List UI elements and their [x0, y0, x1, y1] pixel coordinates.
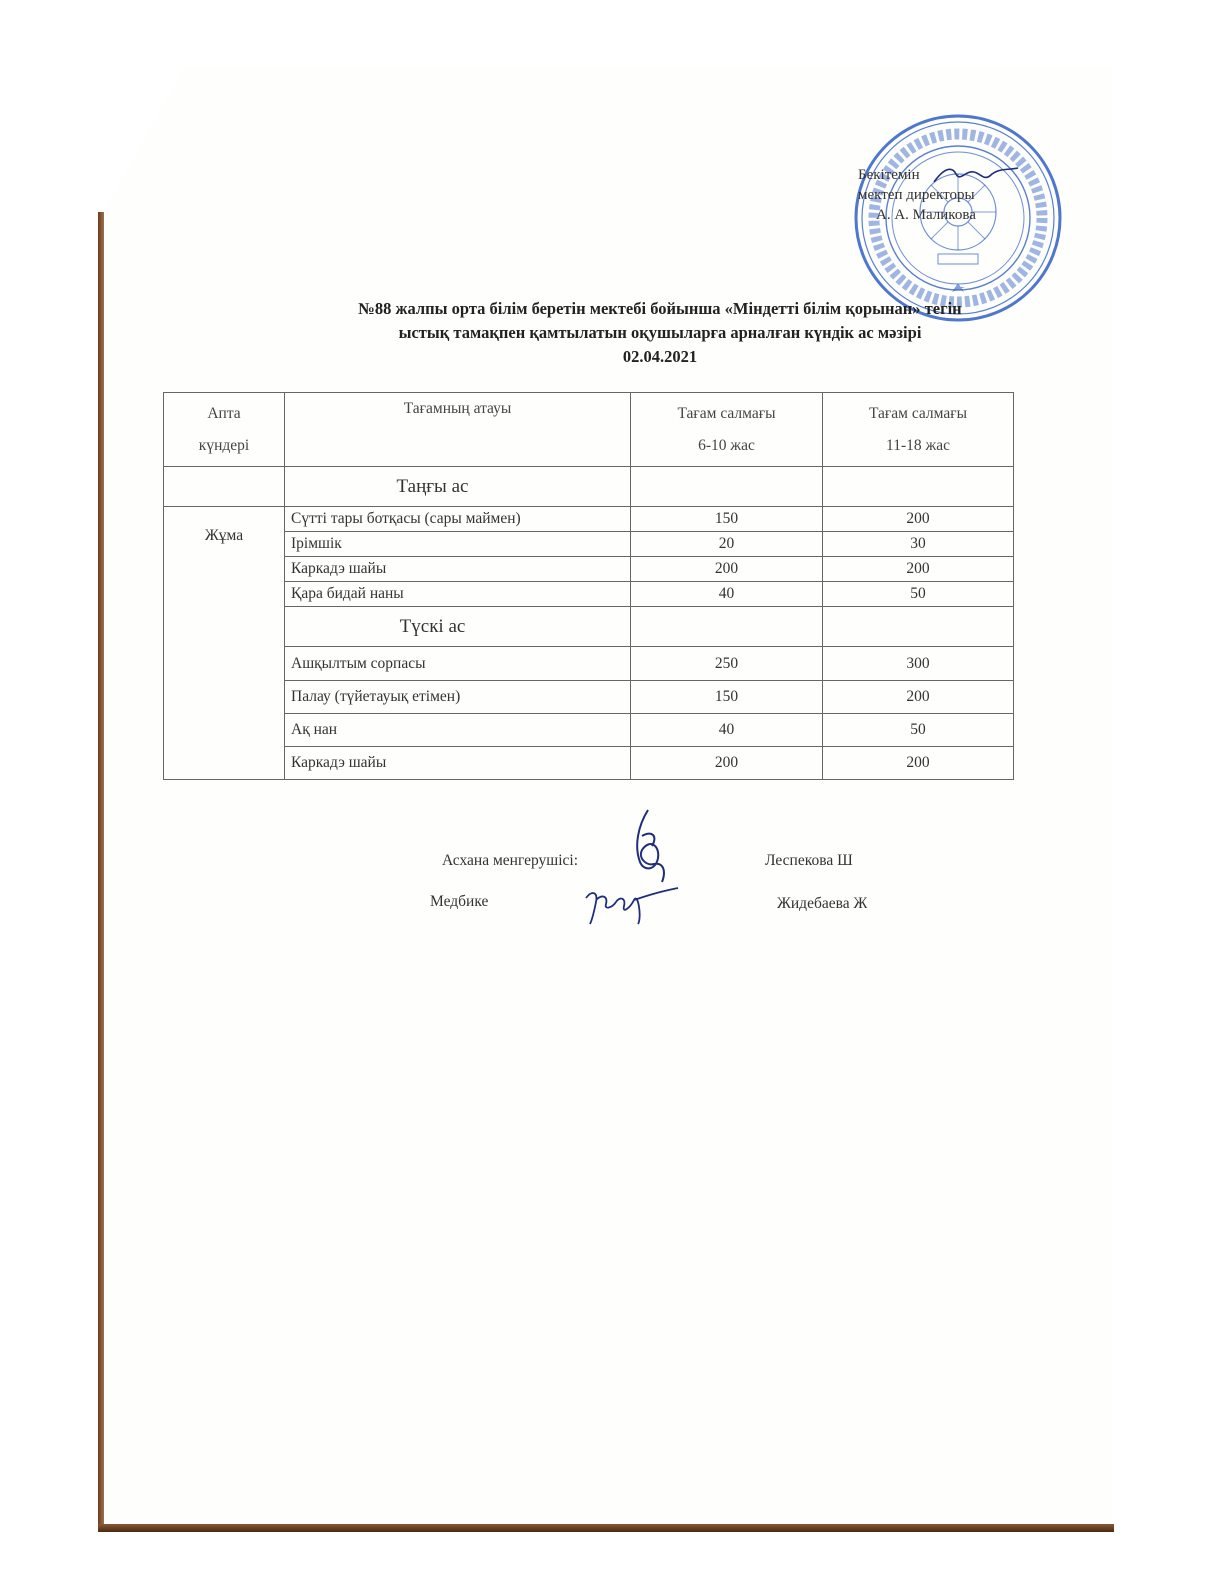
nurse-role: Медбике	[430, 893, 489, 910]
dish-name: Палау (түйетауық етімен)	[285, 681, 631, 714]
weight-6-10: 40	[631, 582, 823, 607]
dish-name: Сүтті тары ботқасы (сары маймен)	[285, 507, 631, 532]
cook-name: Леспекова Ш	[765, 852, 853, 869]
title-line-2: ыстық тамақпен қамтылатын оқушыларға арналған күндік ас мәзірі	[398, 323, 922, 342]
weight-6-10: 250	[631, 647, 823, 681]
table-row	[164, 557, 1014, 582]
photo-edge-bottom	[98, 1524, 1114, 1532]
director-signature	[930, 160, 1020, 190]
header-day: Апта күндері	[164, 393, 285, 467]
table-row	[164, 647, 1014, 681]
weight-6-10: 200	[631, 557, 823, 582]
cook-signature	[612, 806, 682, 886]
weight-6-10: 150	[631, 507, 823, 532]
nurse-name: Жидебаева Ж	[777, 895, 868, 912]
weight-11-18: 50	[823, 714, 1014, 747]
weight-11-18: 30	[823, 532, 1014, 557]
weight-11-18: 200	[823, 507, 1014, 532]
dish-name: Ақ нан	[285, 714, 631, 747]
document-title	[160, 297, 1160, 369]
table-row	[164, 582, 1014, 607]
table-row	[164, 747, 1014, 780]
breakfast-section-row	[164, 467, 1014, 507]
breakfast-label: Таңғы ас	[396, 475, 469, 497]
dish-name: Каркадэ шайы	[285, 747, 631, 780]
dish-name: Каркадэ шайы	[285, 557, 631, 582]
table-header-row	[164, 393, 1014, 467]
weight-11-18: 50	[823, 582, 1014, 607]
header-weight-6-10: Тағам салмағы 6-10 жас	[631, 393, 823, 467]
header-weight-11-18: Тағам салмағы 11-18 жас	[823, 393, 1014, 467]
title-line-1: №88 жалпы орта білім беретін мектебі бойынша «Міндетті білім қорынан» тегін	[358, 299, 962, 318]
weight-11-18: 200	[823, 747, 1014, 780]
cook-role: Асхана менгерушісі:	[442, 852, 579, 869]
table-row	[164, 507, 1014, 532]
weight-11-18: 200	[823, 557, 1014, 582]
approval-director-name: А. А. Маликова	[876, 207, 976, 223]
dish-name: Ашқылтым сорпасы	[285, 647, 631, 681]
table-row	[164, 532, 1014, 557]
photo-edge-left	[98, 212, 104, 1532]
dish-name: Ірімшік	[285, 532, 631, 557]
menu-table	[163, 392, 1014, 780]
weight-11-18: 200	[823, 681, 1014, 714]
nurse-signature	[582, 878, 682, 928]
header-dish-name: Тағамның атауы	[285, 393, 631, 467]
table-row	[164, 681, 1014, 714]
weight-6-10: 150	[631, 681, 823, 714]
weight-6-10: 200	[631, 747, 823, 780]
lunch-label: Түскі ас	[399, 615, 466, 637]
weight-11-18: 300	[823, 647, 1014, 681]
lunch-section-row	[164, 607, 1014, 647]
weight-6-10: 40	[631, 714, 823, 747]
weight-6-10: 20	[631, 532, 823, 557]
approval-line-2: мектеп директоры	[858, 187, 975, 203]
day-cell: Жұма	[164, 507, 285, 780]
table-row	[164, 714, 1014, 747]
dish-name: Қара бидай наны	[285, 582, 631, 607]
approval-line-1: Бекітемін	[858, 167, 920, 183]
title-date: 02.04.2021	[622, 347, 698, 366]
